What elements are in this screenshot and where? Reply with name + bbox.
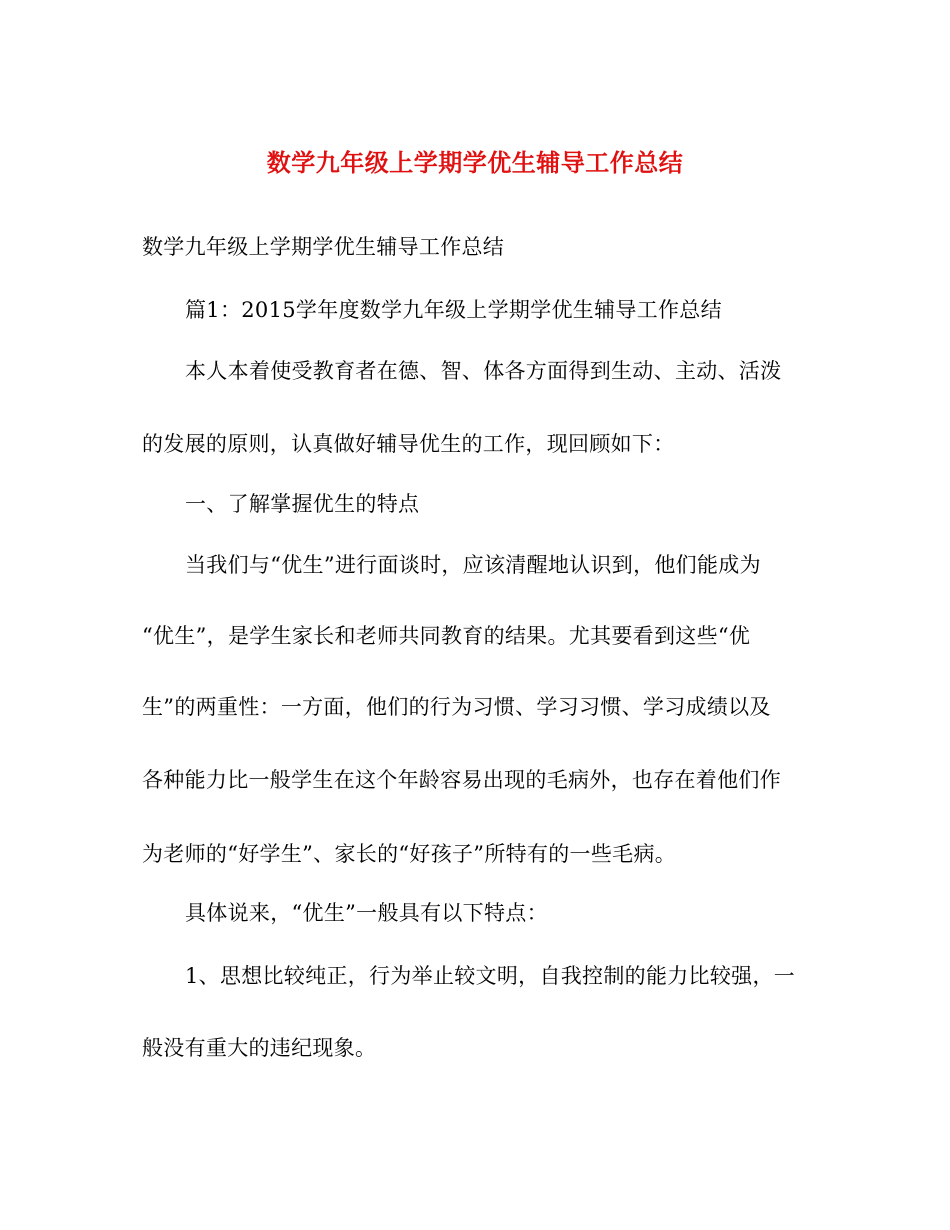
paragraph-line: “优生”，是学生家长和老师共同教育的结果。尤其要看到这些“优 bbox=[142, 624, 751, 648]
paragraph-line: 各种能力比一般学生在这个年龄容易出现的毛病外，也存在着他们作 bbox=[142, 768, 781, 792]
paragraph-line: 本人本着使受教育者在德、智、体各方面得到生动、主动、活泼 bbox=[185, 359, 782, 383]
section-heading-line: 篇1：2015学年度数学九年级上学期学优生辅导工作总结 bbox=[185, 298, 722, 322]
paragraph-line: 具体说来，“优生”一般具有以下特点： bbox=[185, 901, 548, 925]
paragraph-line: 当我们与“优生”进行面谈时，应该清醒地认识到，他们能成为 bbox=[185, 553, 761, 577]
document-title: 数学九年级上学期学优生辅导工作总结 bbox=[266, 148, 684, 177]
paragraph-line: 生”的两重性：一方面，他们的行为习惯、学习习惯、学习成绩以及 bbox=[142, 695, 771, 719]
list-item-line: 1、思想比较纯正，行为举止较文明，自我控制的能力比较强，一 bbox=[185, 964, 796, 988]
paragraph-line: 的发展的原则，认真做好辅导优生的工作，现回顾如下： bbox=[142, 432, 675, 456]
subtitle-line: 数学九年级上学期学优生辅导工作总结 bbox=[142, 235, 505, 259]
heading-line: 一、了解掌握优生的特点 bbox=[185, 492, 420, 516]
list-item-line: 般没有重大的违纪现象。 bbox=[142, 1036, 377, 1060]
paragraph-line: 为老师的“好学生”、家长的“好孩子”所特有的一些毛病。 bbox=[142, 842, 677, 866]
